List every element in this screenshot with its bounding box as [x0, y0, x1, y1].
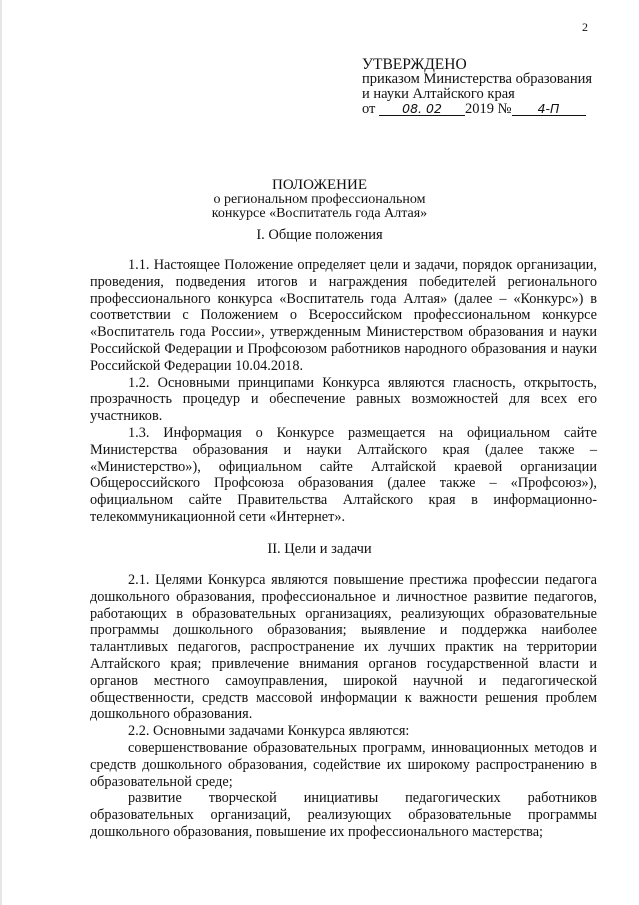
- order-year: 2019: [465, 101, 495, 117]
- task-item-programs: совершенствование образовательных программ, инновационных методов и средств дошкольного образования, содействие их широкому распространению в образовательной среде;: [90, 739, 597, 790]
- page-number: 2: [582, 20, 588, 34]
- handwritten-order-number: 4-П: [512, 102, 586, 116]
- paragraph-1-1: 1.1. Настоящее Положение определяет цели и задачи, порядок организации, проведения, подведения итогов и награждения победителей регионального профессионального конкурса «Воспитатель года Алтая» (далее – «Конкурс») в соответствии с Положением о Всероссийском профессиональном конкурсе «Воспитатель года России», утвержденным Министерством образования и науки Российской Федерации и Профсоюзом работников народного образования и науки Российской Федерации 10.04.2018.: [90, 257, 597, 374]
- from-label: от: [362, 101, 376, 117]
- approval-title: УТВЕРЖДЕНО: [362, 56, 467, 73]
- section-heading-general: I. Общие положения: [256, 227, 383, 243]
- section-general-body: [90, 257, 597, 526]
- scan-edge: [0, 0, 2, 905]
- document-subtitle-line-1: о региональном профессиональном: [213, 192, 426, 207]
- task-item-initiative: развитие творческой инициативы педагогических работников образовательных организаций, реализующих образовательные программы дошкольного образования, повышение их профессионального мастерства;: [90, 790, 597, 840]
- approval-stamp-block: [362, 57, 592, 117]
- handwritten-date: 08. 02: [379, 102, 465, 116]
- number-sign: №: [497, 101, 512, 117]
- paragraph-1-3: 1.3. Информация о Конкурсе размещается на официальном сайте Министерства образования и науки Алтайского края (далее также – «Министерство»), официальном сайте Алтайской краевой организации Общероссийского Профсоюза образования (далее также – «Профсоюз»), официальном сайте Правительства Алтайского края в информационно-телекоммуникационной сети «Интернет».: [90, 424, 597, 525]
- paragraph-1-2: 1.2. Основными принципами Конкурса являются гласность, открытость, прозрачность процедур и обеспечение равных возможностей для всех его участников.: [90, 374, 597, 425]
- paragraph-2-2: 2.2. Основными задачами Конкурса являются:: [128, 723, 410, 740]
- document-title: ПОЛОЖЕНИЕ: [272, 177, 367, 193]
- section-heading-goals: II. Цели и задачи: [267, 541, 372, 557]
- section-goals-body: [90, 572, 597, 841]
- document-subtitle-line-2: конкурсе «Воспитатель года Алтая»: [211, 206, 428, 221]
- approval-ministry-line: и науки Алтайского края: [362, 86, 515, 102]
- approval-date-line: [362, 102, 592, 117]
- approval-order-line: приказом Министерства образования: [362, 71, 593, 87]
- paragraph-2-1: 2.1. Целями Конкурса являются повышение престижа профессии педагога дошкольного образования, профессиональное и личностное развитие педагогов, работающих в образовательных организациях, реализующих образовательные программы дошкольного образования; выявление и поддержка наиболее талантливых педагогов, распространение их лучших практик на территории Алтайского края; привлечение внимания органов государственной власти и органов местного самоуправления, широкой научной и педагогической общественности, средств массовой информации к важности решения проблем дошкольного образования.: [90, 572, 597, 723]
